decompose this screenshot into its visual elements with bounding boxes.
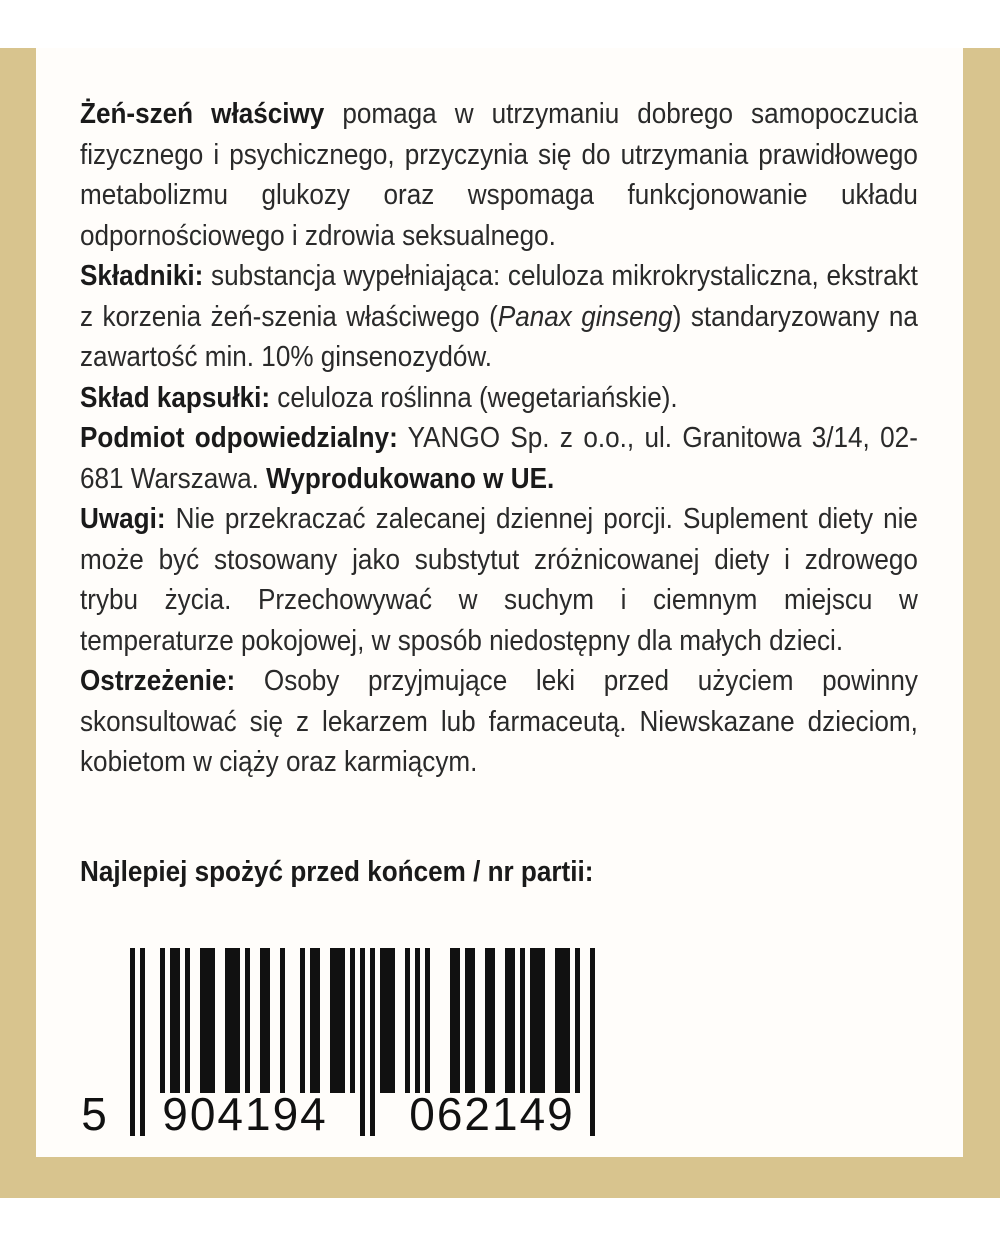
barcode-bar bbox=[175, 948, 180, 1093]
barcode-bar bbox=[335, 948, 340, 1093]
frame-left-border bbox=[0, 48, 36, 1198]
barcode bbox=[80, 948, 600, 1138]
made-in-eu: Wyprodukowano w UE. bbox=[266, 462, 555, 495]
barcode-bar bbox=[485, 948, 490, 1093]
barcode-bar bbox=[520, 948, 525, 1093]
barcode-bar bbox=[315, 948, 320, 1093]
barcode-bar bbox=[535, 948, 540, 1093]
barcode-guard-bar bbox=[590, 948, 595, 1136]
ingredients-text-1: substancja wypełniająca: celuloza mikrokrystaliczna, ekstrakt z korzenia żeń-szenia właściwego ( bbox=[80, 260, 918, 333]
warning-heading: Ostrzeżenie: bbox=[80, 665, 236, 697]
intro-text: pomaga w utrzymaniu dobrego samopoczucia fizycznego i psychicznego, przyczynia się do utrzymania prawidłowego metabolizmu glukozy oraz wspomaga funkcjonowanie układu odpornościowego i zdrowia seksualnego. bbox=[80, 98, 918, 252]
barcode-right-group: 062149 bbox=[409, 1088, 575, 1138]
barcode-bar bbox=[560, 948, 565, 1093]
responsible-heading: Podmiot odpowiedzialny: bbox=[80, 422, 398, 454]
responsible-text: YANGO Sp. z o.o., ul. Granitowa 3/14, 02-681 Warszawa. bbox=[80, 422, 918, 495]
barcode-bar bbox=[510, 948, 515, 1093]
barcode-bar bbox=[455, 948, 460, 1093]
barcode-bar bbox=[415, 948, 420, 1093]
barcode-bar bbox=[530, 948, 535, 1093]
capsule-paragraph bbox=[80, 378, 918, 419]
barcode-bar bbox=[170, 948, 175, 1093]
barcode-bar bbox=[245, 948, 250, 1093]
notes-paragraph bbox=[80, 499, 918, 661]
barcode-left-group: 904194 bbox=[162, 1088, 328, 1138]
barcode-guard-bar bbox=[140, 948, 145, 1136]
barcode-bar bbox=[425, 948, 430, 1093]
barcode-bar bbox=[185, 948, 190, 1093]
barcode-guard-bar bbox=[130, 948, 135, 1136]
barcode-bar bbox=[470, 948, 475, 1093]
barcode-bar bbox=[235, 948, 240, 1093]
ingredients-heading: Składniki: bbox=[80, 260, 204, 292]
notes-heading: Uwagi: bbox=[80, 503, 166, 535]
barcode-bar bbox=[380, 948, 385, 1093]
ingredients-latin-name: Panax ginseng bbox=[497, 300, 673, 333]
frame-right-border bbox=[963, 48, 1000, 1198]
barcode-bar bbox=[565, 948, 570, 1093]
barcode-bar bbox=[205, 948, 210, 1093]
barcode-bar bbox=[210, 948, 215, 1093]
best-before-label: Najlepiej spożyć przed końcem / nr partii: bbox=[80, 856, 594, 888]
barcode-bar bbox=[265, 948, 270, 1093]
intro-paragraph bbox=[80, 94, 918, 256]
barcode-bar bbox=[330, 948, 335, 1093]
barcode-bar bbox=[310, 948, 315, 1093]
barcode-bar bbox=[340, 948, 345, 1093]
barcode-bar bbox=[405, 948, 410, 1093]
barcode-bar bbox=[540, 948, 545, 1093]
barcode-bar bbox=[280, 948, 285, 1093]
barcode-bar bbox=[490, 948, 495, 1093]
barcode-bar bbox=[555, 948, 560, 1093]
barcode-bar bbox=[300, 948, 305, 1093]
responsible-paragraph bbox=[80, 418, 918, 499]
label-text bbox=[80, 94, 918, 783]
barcode-bar bbox=[230, 948, 235, 1093]
frame-bottom-border bbox=[0, 1157, 1000, 1198]
warning-paragraph bbox=[80, 661, 918, 783]
barcode-first-digit: 5 bbox=[81, 1088, 107, 1138]
barcode-bar bbox=[260, 948, 265, 1093]
intro-heading: Żeń-szeń właściwy bbox=[80, 98, 325, 130]
barcode-guard-bar bbox=[360, 948, 365, 1136]
barcode-bar bbox=[160, 948, 165, 1093]
barcode-bar bbox=[385, 948, 390, 1093]
capsule-text: celuloza roślinna (wegetariańskie). bbox=[270, 381, 678, 414]
barcode-bar bbox=[465, 948, 470, 1093]
barcode-bar bbox=[390, 948, 395, 1093]
barcode-bar bbox=[505, 948, 510, 1093]
ingredients-text-2: ) standaryzowany na zawartość min. 10% ginsenozydów. bbox=[80, 300, 918, 373]
capsule-heading: Skład kapsułki: bbox=[80, 381, 271, 414]
barcode-bar bbox=[200, 948, 205, 1093]
barcode-bar bbox=[225, 948, 230, 1093]
warning-text: Osoby przyjmujące leki przed użyciem powinny skonsultować się z lekarzem lub farmaceutą. Niewskazane dzieciom, kobietom w ciąży oraz karmiącym. bbox=[80, 665, 918, 778]
ingredients-paragraph bbox=[80, 256, 918, 378]
notes-text: Nie przekraczać zalecanej dziennej porcji. Suplement diety nie może być stosowany jako substytut zróżnicowanej diety i zdrowego trybu życia. Przechowywać w suchym i ciemnym miejscu w temperaturze pokojowej, w sposób niedostępny dla małych dzieci. bbox=[80, 503, 918, 657]
barcode-guard-bar bbox=[370, 948, 375, 1136]
barcode-bar bbox=[350, 948, 355, 1093]
barcode-bar bbox=[450, 948, 455, 1093]
barcode-bar bbox=[575, 948, 580, 1093]
